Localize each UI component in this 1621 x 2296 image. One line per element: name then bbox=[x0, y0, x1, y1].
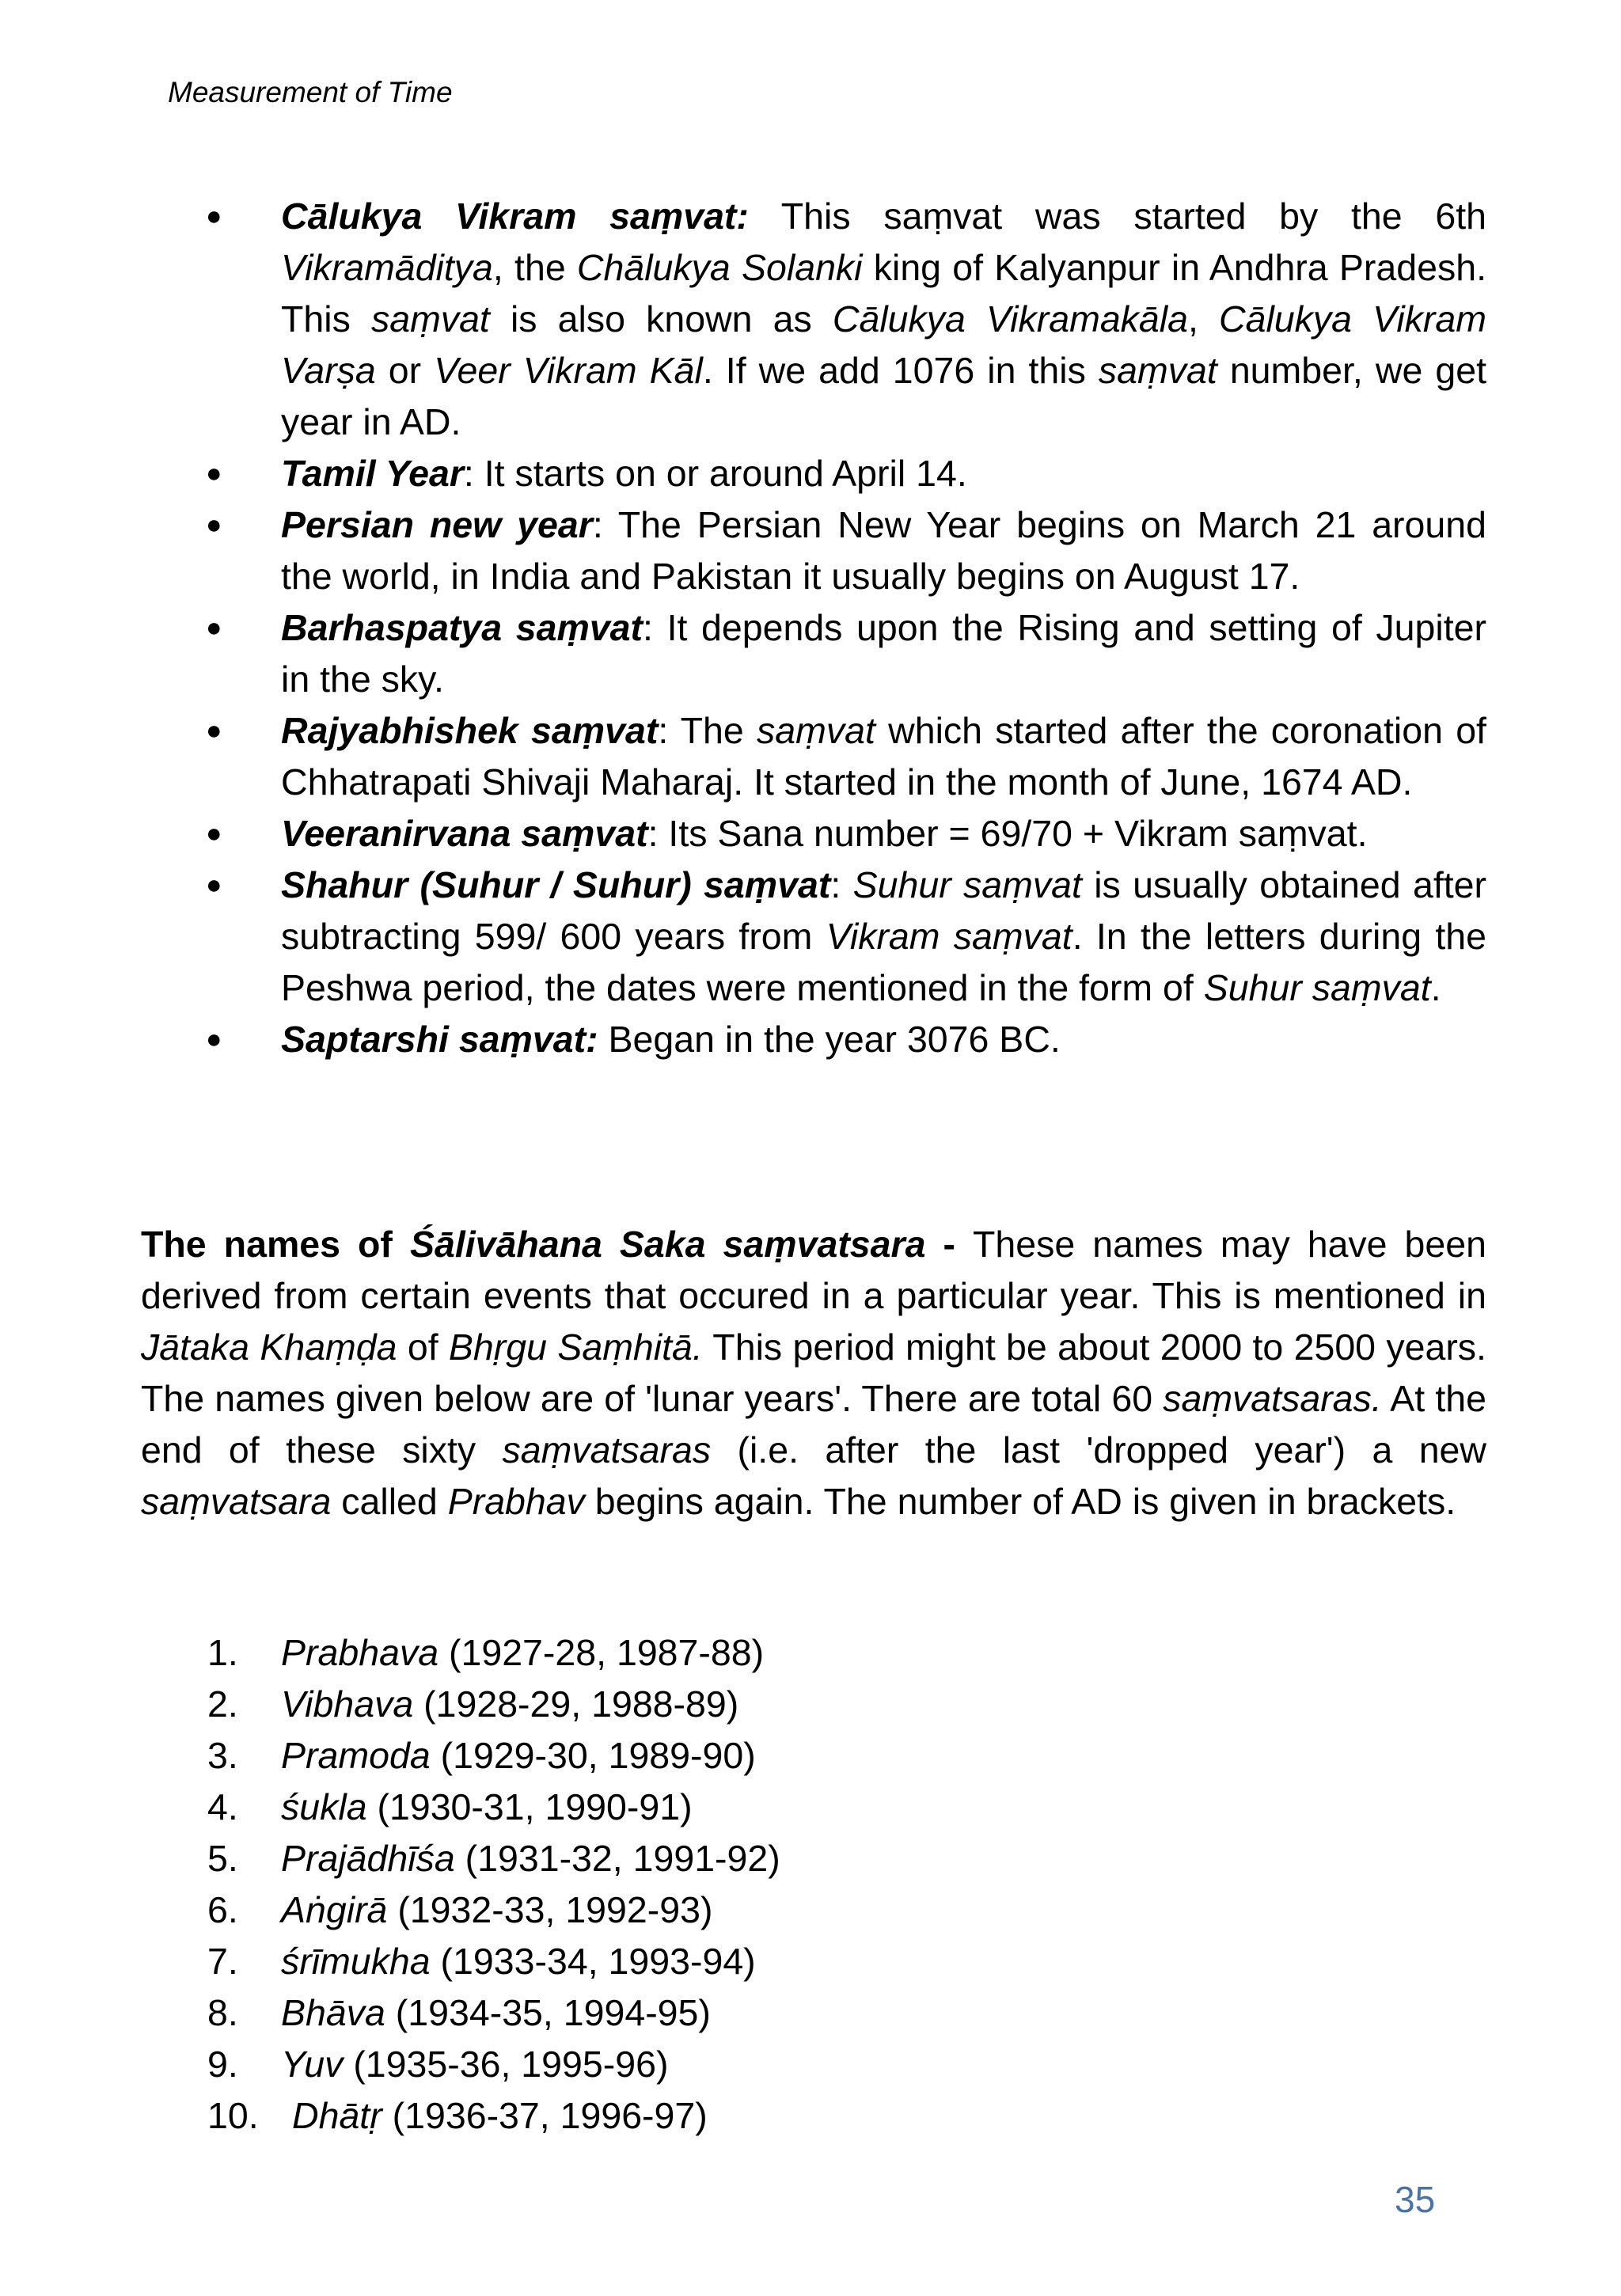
bullet-barhaspatya-samvat bbox=[206, 602, 1486, 705]
samvatsara-name: Yuv bbox=[281, 2044, 344, 2085]
samvatsara-years: (1928-29, 1988-89) bbox=[413, 1683, 739, 1725]
text-run: Shahur (Suhur / Suhur) saṃvat bbox=[281, 864, 831, 905]
text-run: : The bbox=[658, 710, 757, 751]
bullet-persian-new-year bbox=[206, 499, 1486, 602]
text-run: which started after the coronation of Chhatrapati Shivaji Maharaj. It started in the month of June, 1674 AD. bbox=[281, 710, 1486, 803]
bullet-shahur-samvat bbox=[206, 860, 1486, 1014]
text-run: is also known as bbox=[489, 298, 833, 340]
samvatsara-name: Bhāva bbox=[281, 1992, 385, 2033]
text-run: saṃvat bbox=[1098, 350, 1217, 391]
text-run: or bbox=[375, 350, 435, 391]
item-number: 7. bbox=[207, 1941, 238, 1982]
samvatsara-years: (1935-36, 1995-96) bbox=[343, 2044, 669, 2085]
text-run: : bbox=[830, 864, 853, 905]
text-run: number, we get year in AD. bbox=[281, 350, 1487, 442]
text-run: : It depends upon the Rising and setting of Jupiter in the sky. bbox=[281, 607, 1486, 700]
text-run: Veer Vikram Kāl bbox=[434, 350, 703, 391]
samvatsara-item bbox=[207, 2090, 780, 2142]
text-run: Prabhav bbox=[447, 1481, 585, 1522]
text-run: Barhaspatya saṃvat bbox=[281, 607, 643, 648]
text-run: Tamil Year bbox=[281, 453, 464, 494]
text-run: , the bbox=[492, 247, 577, 288]
text-run: saṃvat bbox=[370, 298, 490, 340]
text-run: Cālukya Vikramakāla bbox=[832, 298, 1188, 340]
text-run: Began in the year 3076 BC. bbox=[598, 1019, 1061, 1060]
samvatsara-years: (1927-28, 1987-88) bbox=[438, 1632, 765, 1673]
item-number: 3. bbox=[207, 1735, 238, 1776]
bullet-rajyabhishek-samvat bbox=[206, 705, 1486, 808]
samvatsara-name: Vibhava bbox=[281, 1683, 414, 1725]
text-run: Cālukya Vikram saṃvat: bbox=[281, 195, 749, 237]
text-run: The names of bbox=[141, 1224, 410, 1265]
text-run: saṃvatsaras. bbox=[1163, 1378, 1382, 1419]
text-run: called bbox=[331, 1481, 448, 1522]
samvatsara-item bbox=[207, 2039, 780, 2090]
running-header: Measurement of Time bbox=[168, 76, 453, 108]
text-run: This period might be about 2000 to 2500 years. The names given below are of 'lunar years'. There are total 60 bbox=[141, 1326, 1486, 1419]
samvatsara-name: Dhātṛ bbox=[292, 2095, 382, 2136]
samvatsara-years: (1932-33, 1992-93) bbox=[387, 1889, 713, 1930]
text-run: . bbox=[1430, 967, 1441, 1008]
samvatsara-years: (1936-37, 1996-97) bbox=[382, 2095, 708, 2136]
text-run: Cālukya Vikram Varṣa bbox=[281, 298, 1486, 391]
samvatsara-item bbox=[207, 1782, 780, 1833]
text-run: Jātaka Khaṃḍa bbox=[141, 1326, 397, 1368]
item-number: 6. bbox=[207, 1889, 238, 1930]
samvatsara-years: (1929-30, 1989-90) bbox=[430, 1735, 756, 1776]
bullet-saptarshi-samvat bbox=[206, 1014, 1486, 1065]
bullet-tamil-year bbox=[206, 448, 1486, 499]
samvatsara-name: śukla bbox=[281, 1786, 367, 1827]
text-run: Suhur saṃvat bbox=[1203, 967, 1431, 1008]
text-run: saṃvatsaras bbox=[502, 1429, 712, 1471]
bullet-veeranirvana-samvat bbox=[206, 808, 1486, 860]
samvatsara-numbered-list bbox=[207, 1627, 780, 2142]
text-run: At the end of these sixty bbox=[141, 1378, 1486, 1471]
item-number: 2. bbox=[207, 1683, 238, 1725]
samvatsara-item bbox=[207, 1987, 780, 2039]
text-run: This saṃvat was started by the 6th bbox=[748, 195, 1486, 237]
text-run: . If we add 1076 in this bbox=[702, 350, 1099, 391]
item-number: 9. bbox=[207, 2044, 238, 2085]
text-run: These names may have been derived from certain events that occured in a particular year. This is mentioned in bbox=[141, 1224, 1487, 1316]
text-run: Suhur saṃvat bbox=[852, 864, 1082, 905]
item-number: 10. bbox=[207, 2095, 259, 2136]
samvat-bullet-list bbox=[206, 191, 1486, 1065]
item-number: 4. bbox=[207, 1786, 238, 1827]
text-run: king of Kalyanpur in Andhra Pradesh. This bbox=[281, 247, 1486, 340]
samvatsara-years: (1934-35, 1994-95) bbox=[385, 1992, 711, 2033]
text-run: . In the letters during the Peshwa period, the dates were mentioned in the form of bbox=[281, 916, 1486, 1008]
text-run: Persian new year bbox=[281, 504, 593, 545]
samvatsara-years: (1930-31, 1990-91) bbox=[366, 1786, 693, 1827]
samvatsara-item bbox=[207, 1936, 780, 1987]
samvatsara-item bbox=[207, 1730, 780, 1782]
text-run: Saptarshi saṃvat: bbox=[281, 1019, 598, 1060]
text-run: Veeranirvana saṃvat bbox=[281, 813, 648, 854]
samvatsara-name: Prajādhīśa bbox=[281, 1838, 455, 1879]
page-number: 35 bbox=[1395, 2179, 1436, 2220]
text-run: , bbox=[1188, 298, 1220, 340]
samvatsara-name: śrīmukha bbox=[281, 1941, 431, 1982]
text-run: begins again. The number of AD is given in brackets. bbox=[584, 1481, 1456, 1522]
text-run: Vikramāditya bbox=[281, 247, 493, 288]
samvatsara-item bbox=[207, 1627, 780, 1679]
samvatsara-years: (1933-34, 1993-94) bbox=[430, 1941, 756, 1982]
text-run: Chālukya Solanki bbox=[576, 247, 863, 288]
text-run: : The Persian New Year begins on March 21 around the world, in India and Pakistan it usually begins on August 17. bbox=[281, 504, 1486, 597]
text-run: : Its Sana number = 69/70 + Vikram saṃvat. bbox=[647, 813, 1368, 854]
samvatsara-item bbox=[207, 1679, 780, 1730]
text-run: - bbox=[925, 1224, 974, 1265]
samvatsara-name: Pramoda bbox=[281, 1735, 431, 1776]
samvatsara-years: (1931-32, 1991-92) bbox=[454, 1838, 780, 1879]
text-run: : It starts on or around April 14. bbox=[463, 453, 967, 494]
item-number: 1. bbox=[207, 1632, 238, 1673]
item-number: 5. bbox=[207, 1838, 238, 1879]
text-run: Rajyabhishek saṃvat bbox=[281, 710, 659, 751]
text-run: of bbox=[397, 1326, 449, 1368]
item-number: 8. bbox=[207, 1992, 238, 2033]
samvatsara-item bbox=[207, 1833, 780, 1884]
text-run: Bhṛgu Saṃhitā. bbox=[448, 1326, 703, 1368]
bullet-chalukya-vikram-samvat bbox=[206, 191, 1486, 448]
text-run: is usually obtained after subtracting 599/ 600 years from bbox=[281, 864, 1487, 957]
samvatsara-item bbox=[207, 1884, 780, 1936]
text-run: Śālivāhana Saka saṃvatsara bbox=[409, 1224, 926, 1265]
text-run: (i.e. after the last 'dropped year') a new bbox=[711, 1429, 1487, 1471]
text-run: saṃvat bbox=[757, 710, 875, 751]
text-run: saṃvatsara bbox=[141, 1481, 332, 1522]
text-run: Vikram saṃvat bbox=[826, 916, 1072, 957]
samvatsara-name: Prabhava bbox=[281, 1632, 439, 1673]
samvatsara-name: Aṅgirā bbox=[281, 1889, 388, 1930]
samvatsara-names-paragraph bbox=[141, 1219, 1486, 1528]
